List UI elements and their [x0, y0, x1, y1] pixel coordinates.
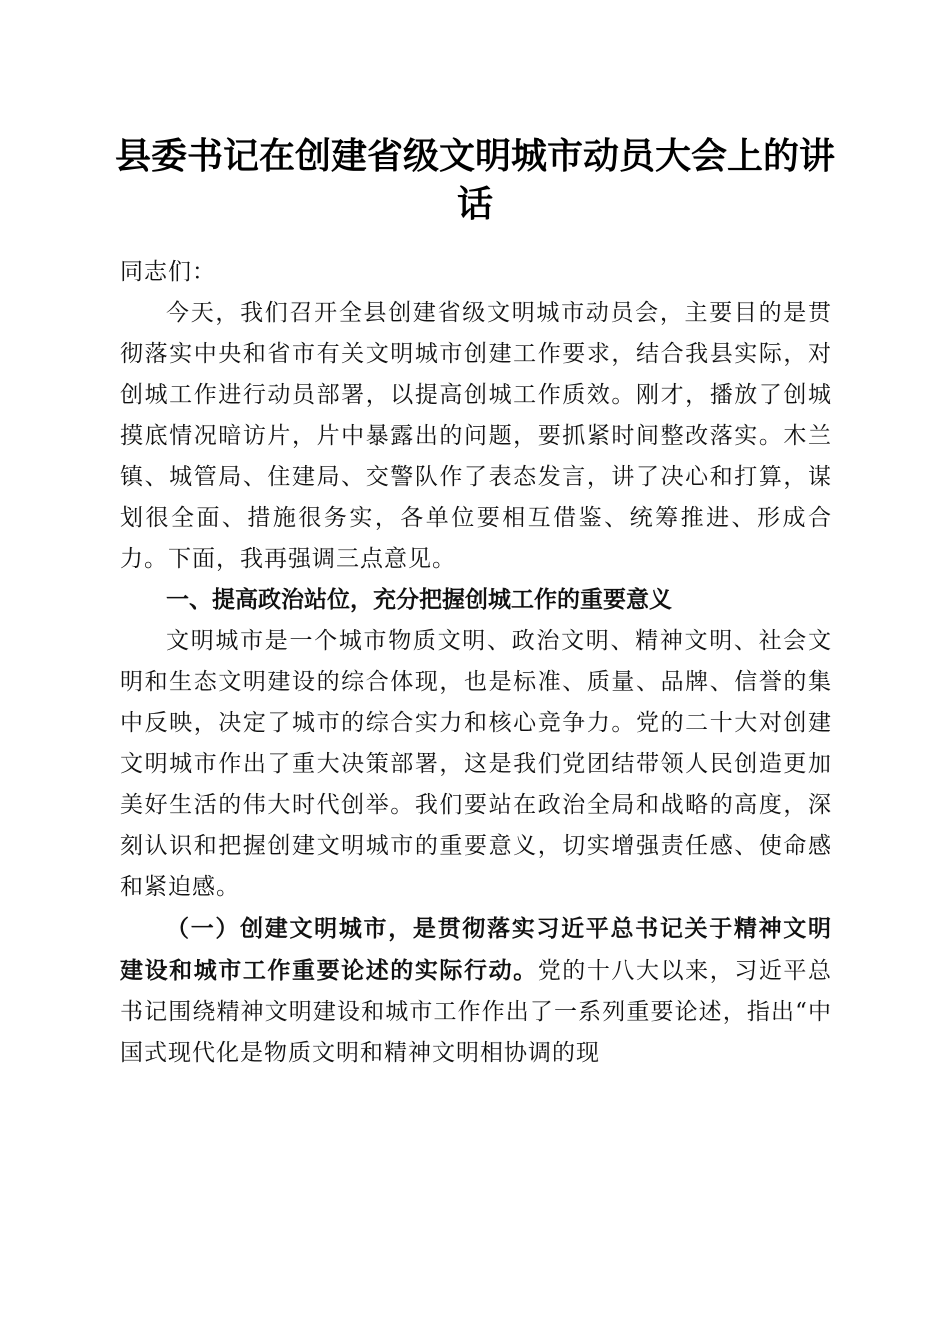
subsection-1	[120, 908, 832, 1074]
section1-paragraph: 文明城市是一个城市物质文明、政治文明、精神文明、社会文明和生态文明建设的综合体现，也是标准、质量、品牌、信誉的集中反映，决定了城市的综合实力和核心竞争力。党的二十大对创建文明城市作出了重大决策部署，这是我们党团结带领人民创造更加美好生活的伟大时代创举。我们要站在政治全局和战略的高度，深刻认识和把握创建文明城市的重要意义，切实增强责任感、使命感和紧迫感。	[120, 628, 832, 900]
greeting: 同志们：	[120, 259, 216, 285]
document-title: 县委书记在创建省级文明城市动员大会上的讲话	[114, 135, 835, 225]
subsection-1-lead: （一）创建文明城市，是贯彻落实习近平总书记关于精神文明建设和城市工作重要论述的实际行动。	[120, 915, 832, 984]
subsection-1-text: 党的十八大以来，习近平总书记围绕精神文明建设和城市工作作出了一系列重要论述，指出“中国式现代化是物质文明和精神文明相协调的现	[120, 958, 833, 1066]
intro-paragraph: 今天，我们召开全县创建省级文明城市动员会，主要目的是贯彻落实中央和省市有关文明城市创建工作要求，结合我县实际，对创城工作进行动员部署，以提高创城工作质效。刚才，播放了创城摸底情况暗访片，片中暴露出的问题，要抓紧时间整改落实。木兰镇、城管局、住建局、交警队作了表态发言，讲了决心和打算，谋划很全面、措施很务实，各单位要相互借鉴、统筹推进、形成合力。下面，我再强调三点意见。	[120, 300, 832, 572]
document-body	[120, 252, 832, 1074]
section-heading-1: 一、提高政治站位，充分把握创城工作的重要意义	[166, 587, 672, 613]
